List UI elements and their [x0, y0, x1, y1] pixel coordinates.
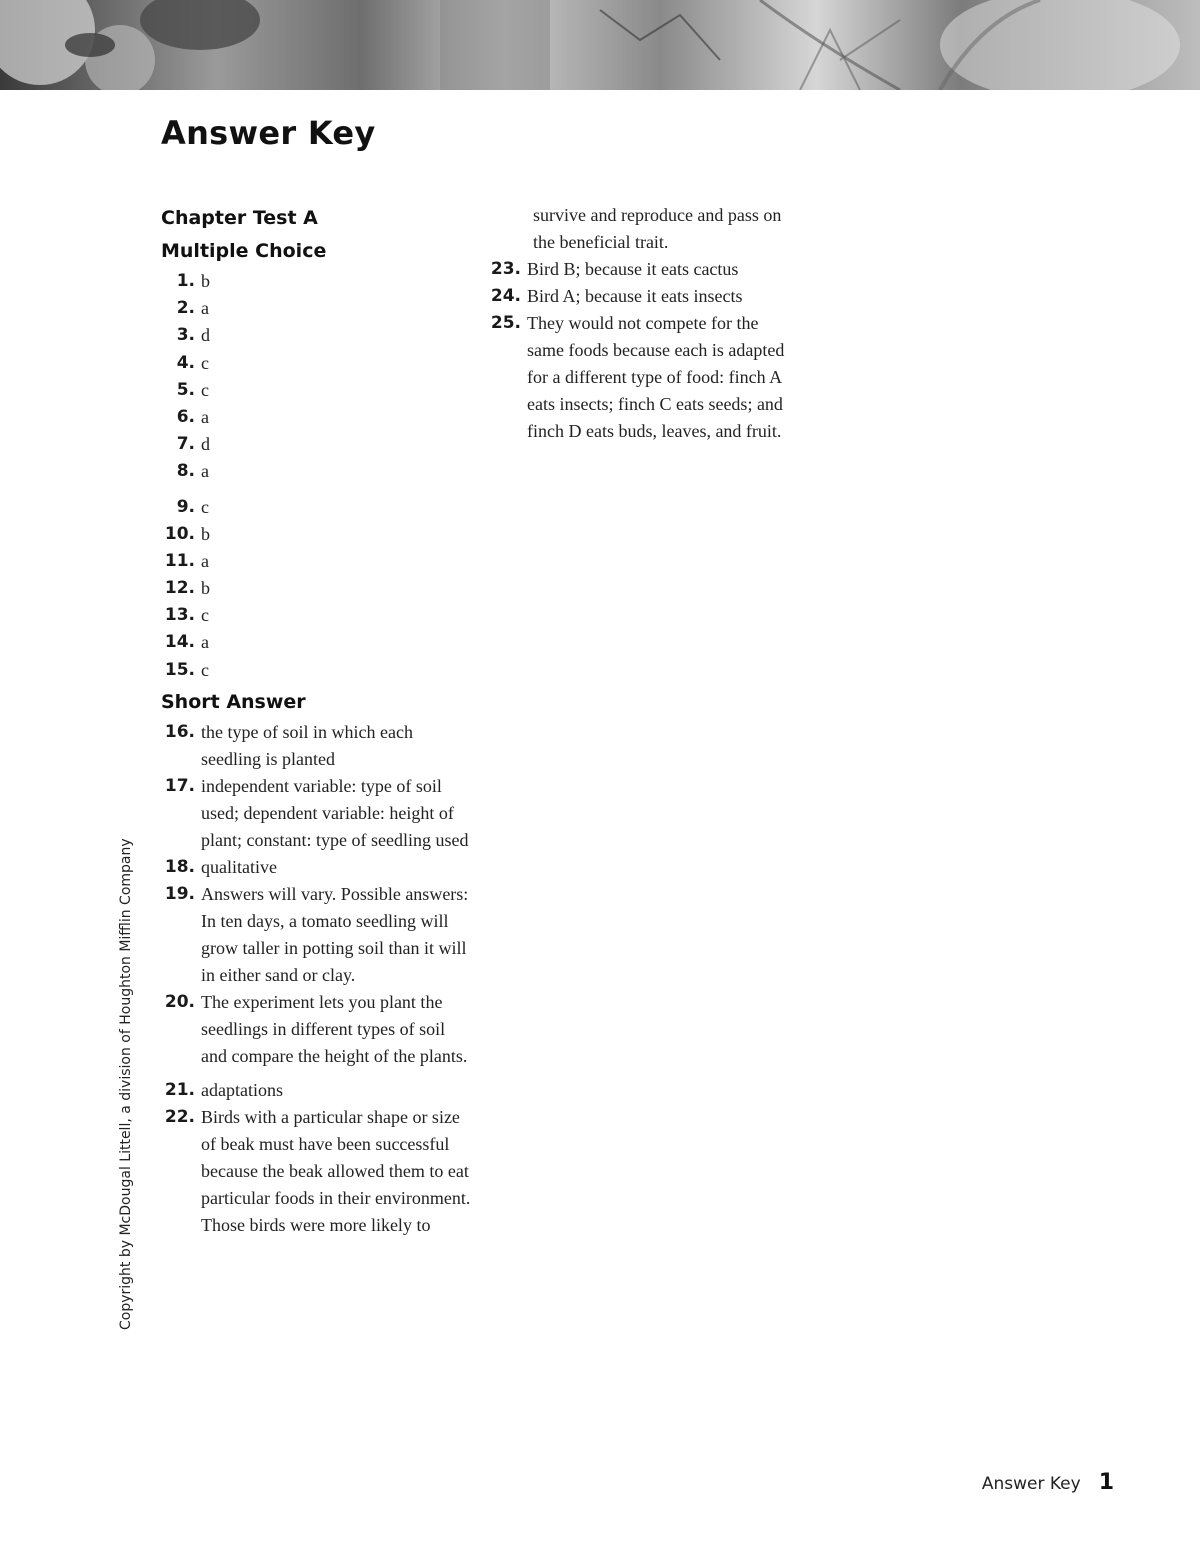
answer-text: independent variable: type of soil used; dependent variable: height of plant; constant: type of seedling used — [201, 775, 469, 850]
answer-item — [487, 256, 797, 283]
answer-number: 11. — [164, 550, 195, 571]
answer-item — [161, 1077, 471, 1104]
answer-number: 5. — [176, 379, 195, 400]
answer-item — [487, 310, 797, 445]
answer-number: 13. — [164, 605, 195, 626]
answer-text: d — [201, 325, 210, 346]
answer-item — [161, 881, 471, 989]
answer-text: Bird B; because it eats cactus — [527, 259, 739, 279]
right-answer-list — [487, 256, 797, 445]
answer-text: c — [201, 496, 209, 517]
page-title: Answer Key — [161, 114, 376, 152]
answer-text: a — [201, 406, 209, 427]
answer-item — [161, 322, 471, 349]
answer-item — [161, 719, 471, 773]
answer-item — [161, 773, 471, 854]
multiple-choice-heading: Multiple Choice — [161, 240, 327, 262]
answer-text: d — [201, 434, 210, 455]
answer-text: c — [201, 379, 209, 400]
answer-text: b — [201, 523, 210, 544]
multiple-choice-list — [161, 268, 471, 684]
answer-text: The experiment lets you plant the seedlings in different types of soil and compare the height of the plants. — [201, 991, 468, 1066]
answer-item — [161, 458, 471, 485]
header-banner — [0, 0, 1200, 90]
answer-number: 23. — [490, 259, 521, 279]
answer-text: Answers will vary. Possible answers: In ten days, a tomato seedling will grow taller in potting soil than it will in either sand or clay. — [201, 883, 469, 985]
answer-item — [161, 657, 471, 684]
answer-number: 19. — [164, 883, 195, 904]
answer-number: 22. — [164, 1106, 195, 1127]
answer-item — [161, 521, 471, 548]
answer-number: 4. — [176, 352, 195, 373]
answer-item — [161, 989, 471, 1070]
answer-number: 15. — [164, 659, 195, 680]
answer-item — [161, 431, 471, 458]
answer-number: 9. — [176, 496, 195, 517]
answer-number: 14. — [164, 632, 195, 653]
answer-item — [161, 268, 471, 295]
left-column — [161, 202, 471, 1239]
answer-text: a — [201, 298, 209, 319]
answer-text: Birds with a particular shape or size of beak must have been successful because the beak allowed them to eat particular foods in their environment. Those birds were more likely to — [201, 1106, 471, 1235]
answer-text: the type of soil in which each seedling is planted — [201, 721, 413, 769]
answer-number: 8. — [176, 461, 195, 482]
answer-number: 17. — [164, 775, 195, 796]
answer-text: a — [201, 550, 209, 571]
answer-number: 24. — [490, 286, 521, 306]
answer-number: 3. — [176, 325, 195, 346]
answer-22-continuation: survive and reproduce and pass on the beneficial trait. — [533, 205, 782, 252]
answer-text: a — [201, 461, 209, 482]
answer-text: c — [201, 605, 209, 626]
answer-number: 21. — [164, 1079, 195, 1100]
answer-number: 25. — [490, 313, 521, 333]
answer-text: b — [201, 271, 210, 291]
answer-item — [161, 575, 471, 602]
answer-text: c — [201, 352, 209, 373]
answer-item — [161, 404, 471, 431]
footer-label: Answer Key — [981, 1474, 1081, 1494]
right-column — [487, 202, 797, 445]
answer-text: b — [201, 578, 210, 599]
short-answer-list — [161, 719, 471, 1239]
answer-number: 6. — [176, 406, 195, 427]
answer-item — [161, 350, 471, 377]
answer-number: 7. — [176, 434, 195, 455]
answer-number: 2. — [176, 298, 195, 319]
answer-number: 20. — [164, 991, 195, 1012]
short-answer-heading: Short Answer — [161, 690, 306, 713]
answer-number: 18. — [164, 856, 195, 877]
copyright-notice: Copyright by McDougal Littell, a division of Houghton Mifflin Company — [118, 838, 134, 1330]
test-title: Chapter Test A — [161, 207, 318, 229]
answer-text: They would not compete for the same foods because each is adapted for a different type of food: finch A eats insects; finch C eats seeds; and finch D eats buds, leaves, and fruit. — [527, 313, 785, 441]
answer-item — [161, 854, 471, 881]
answer-item — [161, 1104, 471, 1239]
answer-item — [161, 548, 471, 575]
answer-item — [161, 602, 471, 629]
answer-text: c — [201, 659, 209, 680]
answer-number: 12. — [164, 578, 195, 599]
page-number: 1 — [1098, 1470, 1114, 1495]
answer-number: 10. — [164, 523, 195, 544]
answer-text: qualitative — [201, 856, 277, 877]
answer-number: 1. — [176, 271, 195, 291]
answer-number: 16. — [164, 721, 195, 742]
answer-item — [487, 283, 797, 310]
answer-text: a — [201, 632, 209, 653]
answer-item — [161, 377, 471, 404]
page-footer — [982, 1470, 1114, 1495]
answer-text: Bird A; because it eats insects — [527, 286, 743, 306]
answer-item — [161, 494, 471, 521]
nature-photo-collage-banner-icon — [0, 0, 1200, 90]
answer-item — [161, 295, 471, 322]
answer-item — [161, 629, 471, 656]
answer-text: adaptations — [201, 1079, 283, 1100]
